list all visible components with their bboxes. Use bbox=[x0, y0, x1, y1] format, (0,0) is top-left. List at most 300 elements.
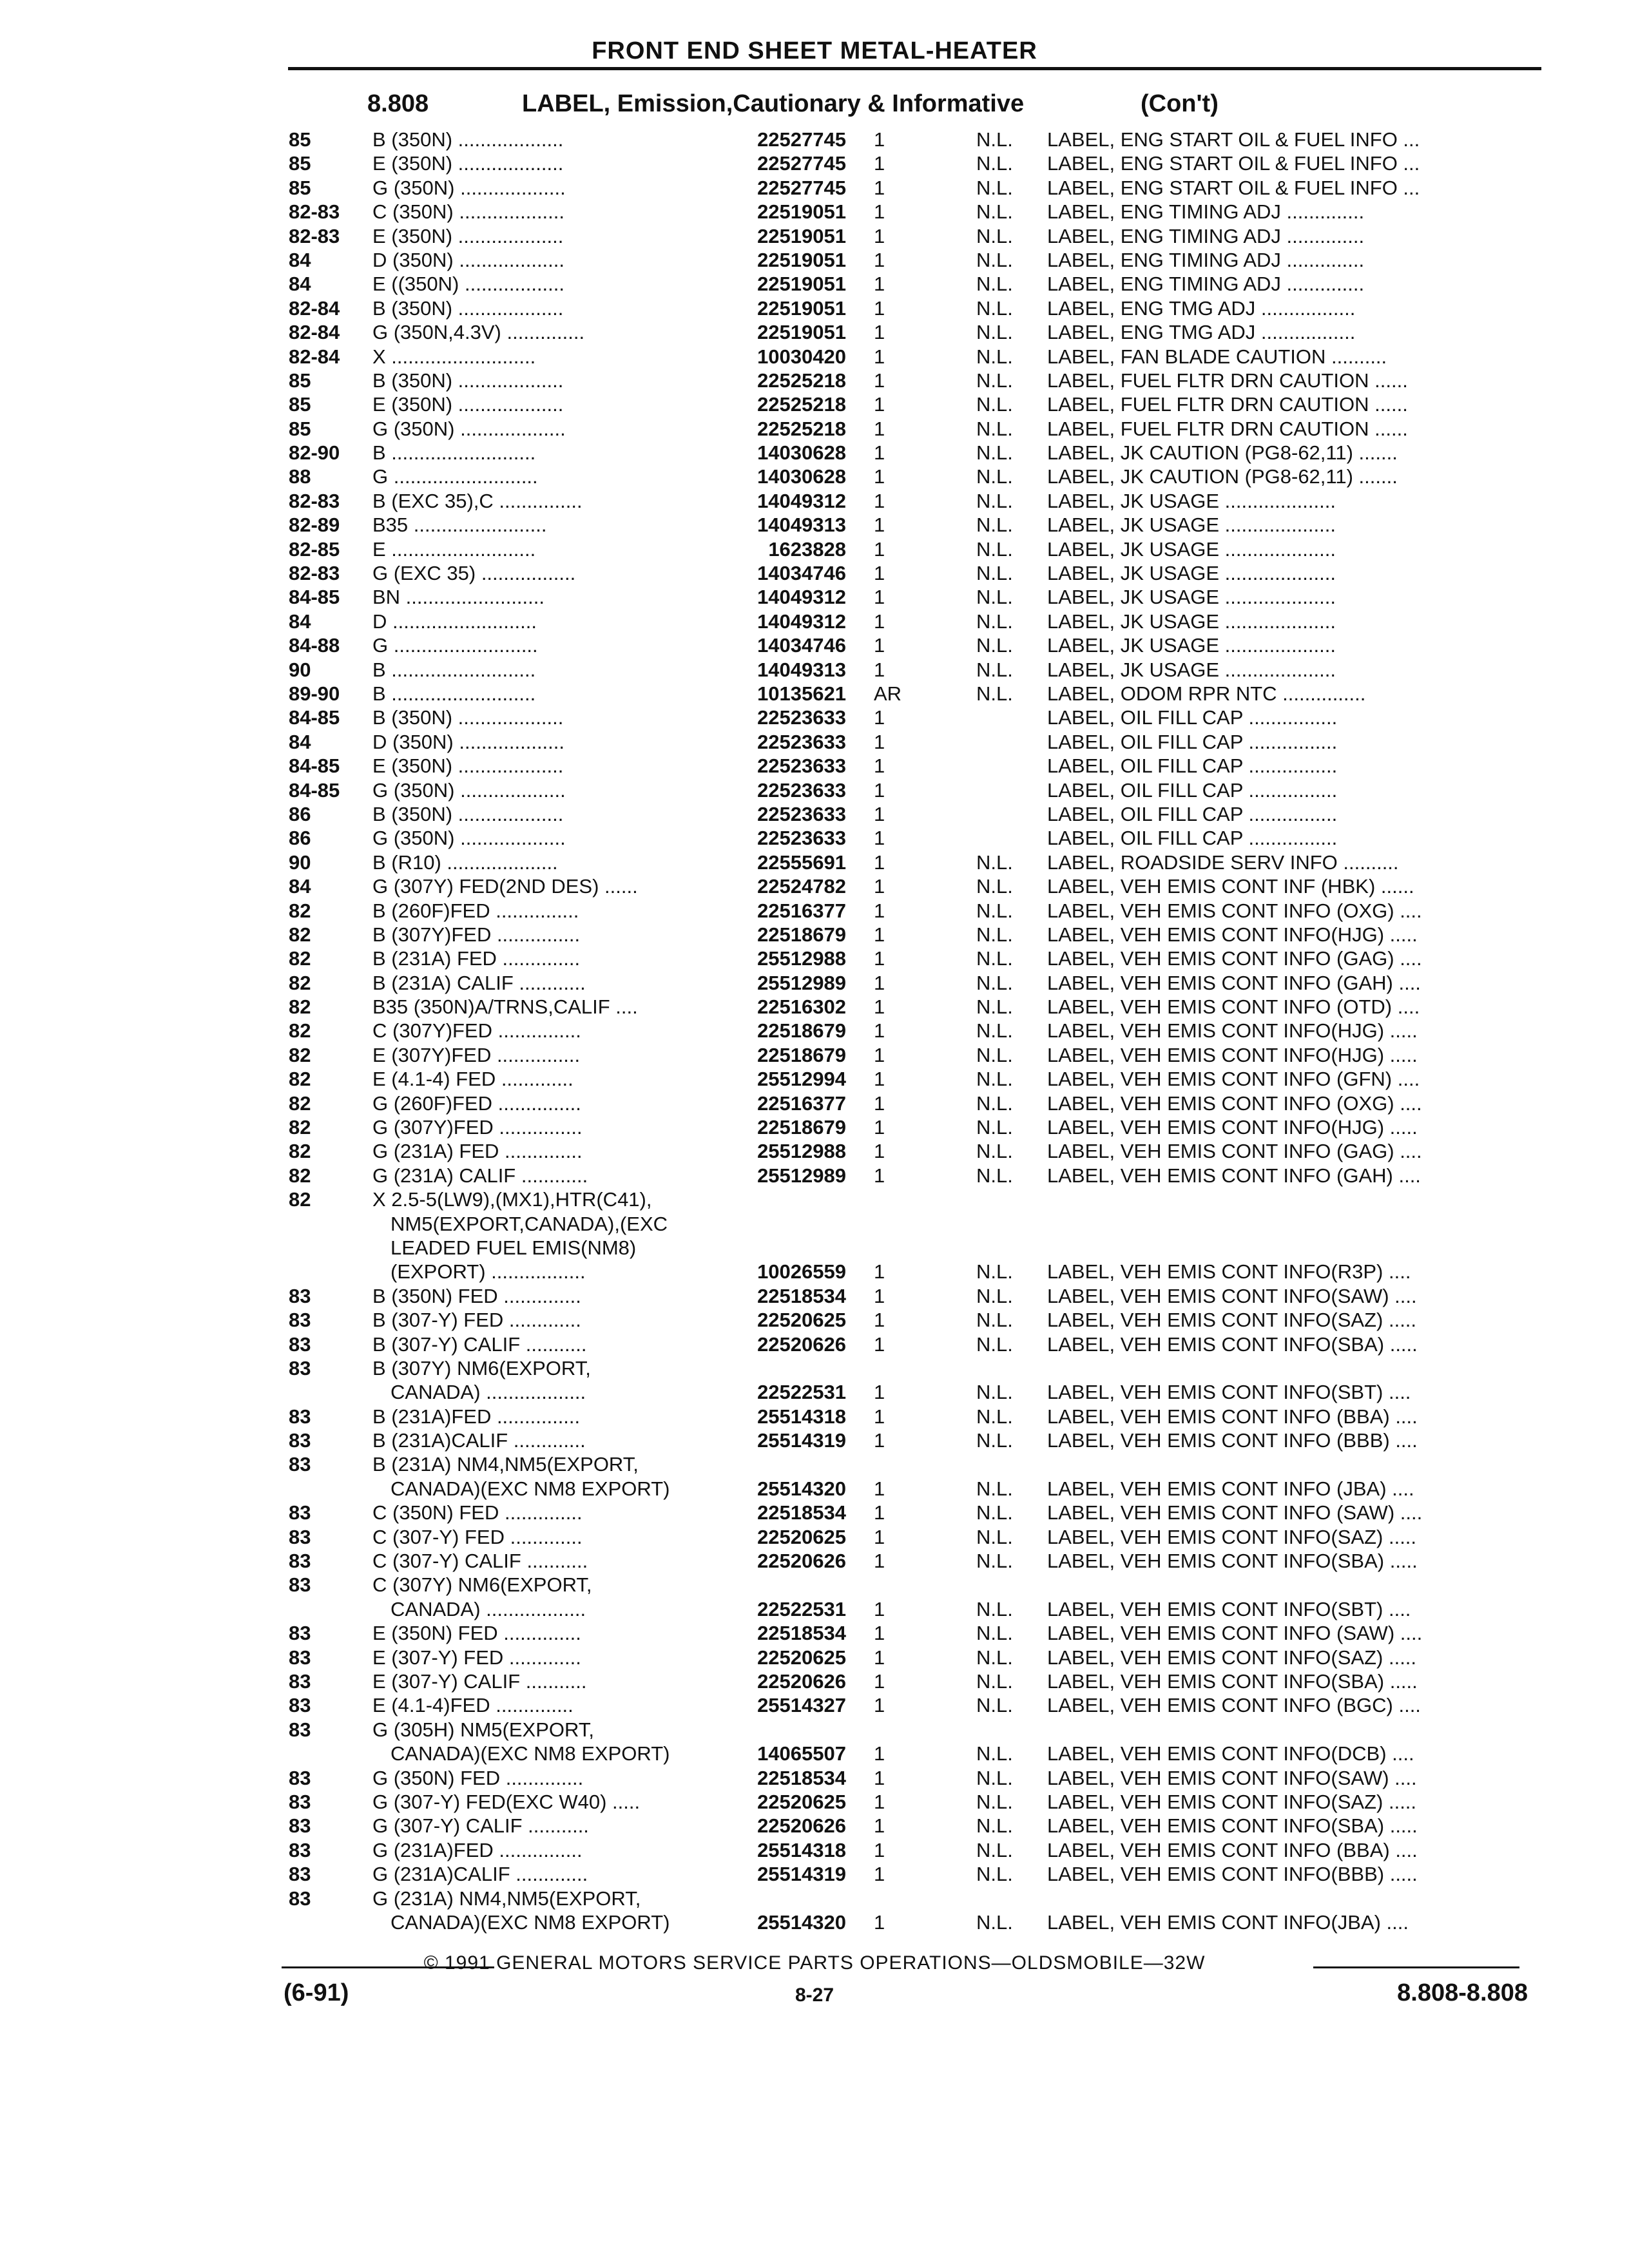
table-row bbox=[0, 1646, 1629, 1669]
nl-cell: N.L. bbox=[976, 610, 1013, 633]
nl-cell: N.L. bbox=[976, 489, 1013, 512]
table-row bbox=[0, 441, 1629, 465]
quantity-cell: 1 bbox=[874, 1646, 885, 1669]
nl-cell: N.L. bbox=[976, 1477, 1013, 1500]
quantity-cell: 1 bbox=[874, 248, 885, 271]
table-row bbox=[0, 1019, 1629, 1043]
quantity-cell: 1 bbox=[874, 1525, 885, 1548]
label-cell: LABEL, VEH EMIS CONT INFO(SAW) .... bbox=[1047, 1766, 1417, 1789]
label-cell: LABEL, VEH EMIS CONT INFO(BBB) ..... bbox=[1047, 1863, 1418, 1886]
description-cell: E (350N) FED .............. bbox=[372, 1622, 581, 1645]
year-cell: 83 bbox=[289, 1694, 311, 1717]
year-cell: 82 bbox=[289, 1188, 311, 1211]
year-cell: 85 bbox=[289, 152, 311, 175]
quantity-cell: 1 bbox=[874, 706, 885, 729]
header-rule bbox=[288, 67, 1541, 70]
table-row bbox=[0, 1693, 1629, 1717]
quantity-cell: 1 bbox=[874, 1164, 885, 1187]
nl-cell: N.L. bbox=[976, 128, 1013, 151]
quantity-cell: 1 bbox=[874, 1622, 885, 1645]
quantity-cell: 1 bbox=[874, 393, 885, 416]
part-number-cell: 22555691 bbox=[757, 850, 846, 874]
label-cell: LABEL, ENG TIMING ADJ .............. bbox=[1047, 273, 1365, 296]
table-row bbox=[0, 1405, 1629, 1428]
quantity-cell: 1 bbox=[874, 1863, 885, 1886]
table-row bbox=[0, 151, 1629, 175]
description-cell: G (305H) NM5(EXPORT, bbox=[372, 1718, 594, 1741]
description-cell: G (231A)CALIF ............. bbox=[372, 1863, 588, 1886]
quantity-cell: 1 bbox=[874, 128, 885, 151]
description-cell: CANADA)(EXC NM8 EXPORT) bbox=[390, 1742, 670, 1765]
part-number-cell: 22520625 bbox=[757, 1790, 846, 1813]
year-cell: 83 bbox=[289, 1863, 311, 1886]
year-cell: 84 bbox=[289, 248, 311, 271]
description-cell: CANADA)(EXC NM8 EXPORT) bbox=[390, 1477, 670, 1500]
part-number-cell: 10135621 bbox=[757, 682, 846, 705]
label-cell: LABEL, ODOM RPR NTC ............... bbox=[1047, 682, 1366, 705]
description-cell: G (231A) FED .............. bbox=[372, 1140, 583, 1163]
table-row bbox=[0, 1910, 1629, 1934]
label-cell: LABEL, ENG START OIL & FUEL INFO ... bbox=[1047, 176, 1420, 199]
description-cell: B35 ........................ bbox=[372, 514, 547, 537]
quantity-cell: 1 bbox=[874, 1309, 885, 1332]
nl-cell: N.L. bbox=[976, 1140, 1013, 1163]
description-cell: G (307Y) FED(2ND DES) ...... bbox=[372, 875, 638, 898]
label-cell: LABEL, ENG START OIL & FUEL INFO ... bbox=[1047, 152, 1420, 175]
year-cell: 82 bbox=[289, 995, 311, 1019]
nl-cell: N.L. bbox=[976, 1284, 1013, 1307]
nl-cell: N.L. bbox=[976, 224, 1013, 247]
table-row bbox=[0, 1838, 1629, 1862]
description-cell: CANADA)(EXC NM8 EXPORT) bbox=[390, 1910, 670, 1934]
quantity-cell: 1 bbox=[874, 634, 885, 657]
description-cell: BN ......................... bbox=[372, 586, 545, 609]
label-cell: LABEL, VEH EMIS CONT INFO (SAW) .... bbox=[1047, 1622, 1423, 1645]
description-cell: C (350N) FED .............. bbox=[372, 1501, 583, 1524]
description-cell: B .......................... bbox=[372, 441, 536, 465]
year-cell: 82 bbox=[289, 1068, 311, 1091]
table-row bbox=[0, 826, 1629, 850]
description-cell: G (350N) ................... bbox=[372, 417, 566, 440]
label-cell: LABEL, FUEL FLTR DRN CAUTION ...... bbox=[1047, 417, 1408, 440]
description-cell: B (307-Y) CALIF ........... bbox=[372, 1332, 587, 1356]
table-row bbox=[0, 1067, 1629, 1091]
table-row bbox=[0, 850, 1629, 874]
quantity-cell: 1 bbox=[874, 1019, 885, 1043]
year-cell: 83 bbox=[289, 1405, 311, 1428]
quantity-cell: 1 bbox=[874, 417, 885, 440]
table-row bbox=[0, 1260, 1629, 1283]
table-row bbox=[0, 874, 1629, 898]
description-cell: G (307Y)FED ............... bbox=[372, 1116, 583, 1139]
description-cell: D (350N) ................... bbox=[372, 730, 565, 753]
label-cell: LABEL, VEH EMIS CONT INFO (GFN) .... bbox=[1047, 1068, 1420, 1091]
description-cell: LEADED FUEL EMIS(NM8) bbox=[390, 1236, 637, 1259]
table-row bbox=[0, 610, 1629, 633]
description-cell: G (350N,4.3V) .............. bbox=[372, 321, 585, 344]
table-row bbox=[0, 392, 1629, 416]
nl-cell: N.L. bbox=[976, 875, 1013, 898]
year-cell: 89-90 bbox=[289, 682, 340, 705]
nl-cell: N.L. bbox=[976, 1501, 1013, 1524]
description-cell: B (350N) ................... bbox=[372, 369, 564, 392]
year-cell: 82 bbox=[289, 923, 311, 946]
year-cell: 82 bbox=[289, 947, 311, 970]
table-row bbox=[0, 561, 1629, 585]
label-cell: LABEL, VEH EMIS CONT INFO(SBT) .... bbox=[1047, 1597, 1411, 1620]
table-row bbox=[0, 947, 1629, 970]
year-cell: 83 bbox=[289, 1646, 311, 1669]
year-cell: 83 bbox=[289, 1670, 311, 1693]
nl-cell: N.L. bbox=[976, 1646, 1013, 1669]
quantity-cell: 1 bbox=[874, 176, 885, 199]
description-cell: NM5(EXPORT,CANADA),(EXC bbox=[390, 1212, 668, 1235]
quantity-cell: 1 bbox=[874, 1140, 885, 1163]
label-cell: LABEL, ENG TIMING ADJ .............. bbox=[1047, 200, 1365, 224]
table-row bbox=[0, 1284, 1629, 1308]
label-cell: LABEL, VEH EMIS CONT INFO(R3P) .... bbox=[1047, 1260, 1411, 1283]
part-number-cell: 22518534 bbox=[757, 1766, 846, 1789]
nl-cell: N.L. bbox=[976, 1260, 1013, 1283]
quantity-cell: 1 bbox=[874, 971, 885, 994]
label-cell: LABEL, JK USAGE .................... bbox=[1047, 562, 1336, 585]
table-row bbox=[0, 706, 1629, 729]
nl-cell: N.L. bbox=[976, 1043, 1013, 1066]
description-cell: G (350N) FED .............. bbox=[372, 1766, 584, 1789]
footer-page-number: 8-27 bbox=[795, 1984, 834, 2006]
description-cell: E (350N) ................... bbox=[372, 224, 564, 247]
quantity-cell: 1 bbox=[874, 947, 885, 970]
label-cell: LABEL, VEH EMIS CONT INFO(HJG) ..... bbox=[1047, 1043, 1418, 1066]
part-number-cell: 22527745 bbox=[757, 152, 846, 175]
part-number-cell: 14049312 bbox=[757, 610, 846, 633]
table-row bbox=[0, 1742, 1629, 1765]
table-row bbox=[0, 995, 1629, 1019]
nl-cell: N.L. bbox=[976, 152, 1013, 175]
table-row bbox=[0, 272, 1629, 296]
year-cell: 82-84 bbox=[289, 321, 340, 344]
quantity-cell: 1 bbox=[874, 514, 885, 537]
label-cell: LABEL, VEH EMIS CONT INFO(SAZ) ..... bbox=[1047, 1790, 1417, 1813]
part-number-cell: 22516302 bbox=[757, 995, 846, 1019]
nl-cell: N.L. bbox=[976, 1405, 1013, 1428]
part-number-cell: 10030420 bbox=[757, 345, 846, 368]
table-row bbox=[0, 1452, 1629, 1476]
part-number-cell: 14049313 bbox=[757, 514, 846, 537]
table-row bbox=[0, 1043, 1629, 1067]
quantity-cell: 1 bbox=[874, 610, 885, 633]
nl-cell: N.L. bbox=[976, 1790, 1013, 1813]
table-row bbox=[0, 345, 1629, 369]
nl-cell: N.L. bbox=[976, 176, 1013, 199]
quantity-cell: 1 bbox=[874, 1790, 885, 1813]
label-cell: LABEL, VEH EMIS CONT INFO (GAG) .... bbox=[1047, 1140, 1422, 1163]
table-row bbox=[0, 1212, 1629, 1236]
description-cell: G (231A) CALIF ............ bbox=[372, 1164, 588, 1187]
quantity-cell: 1 bbox=[874, 1501, 885, 1524]
quantity-cell: 1 bbox=[874, 1043, 885, 1066]
quantity-cell: 1 bbox=[874, 1381, 885, 1404]
year-cell: 82-90 bbox=[289, 441, 340, 465]
part-number-cell: 22523633 bbox=[757, 802, 846, 825]
year-cell: 84-85 bbox=[289, 778, 340, 802]
label-cell: LABEL, VEH EMIS CONT INFO(SBT) .... bbox=[1047, 1381, 1411, 1404]
part-number-cell: 22527745 bbox=[757, 176, 846, 199]
nl-cell: N.L. bbox=[976, 1091, 1013, 1115]
label-cell: LABEL, JK CAUTION (PG8-62,11) ....... bbox=[1047, 441, 1398, 465]
year-cell: 83 bbox=[289, 1887, 311, 1910]
table-row bbox=[0, 1308, 1629, 1332]
description-cell: G (260F)FED ............... bbox=[372, 1091, 581, 1115]
description-cell: C (307Y)FED ............... bbox=[372, 1019, 581, 1043]
year-cell: 83 bbox=[289, 1718, 311, 1741]
description-cell: G (307-Y) FED(EXC W40) ..... bbox=[372, 1790, 641, 1813]
description-cell: B .......................... bbox=[372, 682, 536, 705]
nl-cell: N.L. bbox=[976, 514, 1013, 537]
year-cell: 84-85 bbox=[289, 706, 340, 729]
nl-cell: N.L. bbox=[976, 947, 1013, 970]
quantity-cell: 1 bbox=[874, 273, 885, 296]
part-number-cell: 22523633 bbox=[757, 754, 846, 778]
part-number-cell: 22520625 bbox=[757, 1525, 846, 1548]
nl-cell: N.L. bbox=[976, 923, 1013, 946]
table-row bbox=[0, 369, 1629, 392]
label-cell: LABEL, VEH EMIS CONT INFO (BGC) .... bbox=[1047, 1694, 1421, 1717]
label-cell: LABEL, JK USAGE .................... bbox=[1047, 514, 1336, 537]
description-cell: G (307-Y) CALIF ........... bbox=[372, 1814, 589, 1838]
nl-cell: N.L. bbox=[976, 1429, 1013, 1452]
description-cell: C (307Y) NM6(EXPORT, bbox=[372, 1573, 592, 1597]
part-number-cell: 1623828 bbox=[768, 537, 846, 561]
description-cell: E ((350N) .................. bbox=[372, 273, 565, 296]
part-number-cell: 22516377 bbox=[757, 899, 846, 922]
year-cell: 82 bbox=[289, 1043, 311, 1066]
table-row bbox=[0, 682, 1629, 706]
year-cell: 84 bbox=[289, 875, 311, 898]
quantity-cell: 1 bbox=[874, 1694, 885, 1717]
description-cell: B (231A)FED ............... bbox=[372, 1405, 581, 1428]
part-number-cell: 14065507 bbox=[757, 1742, 846, 1765]
quantity-cell: AR bbox=[874, 682, 902, 705]
description-cell: B (260F)FED ............... bbox=[372, 899, 579, 922]
part-number-cell: 22525218 bbox=[757, 417, 846, 440]
table-row bbox=[0, 537, 1629, 561]
part-number-cell: 22518679 bbox=[757, 1043, 846, 1066]
footer-copyright: © 1991 GENERAL MOTORS SERVICE PARTS OPERATIONS—OLDSMOBILE—32W bbox=[423, 1952, 1206, 1974]
label-cell: LABEL, VEH EMIS CONT INFO(SAZ) ..... bbox=[1047, 1525, 1417, 1548]
year-cell: 82 bbox=[289, 1091, 311, 1115]
table-row bbox=[0, 128, 1629, 151]
table-row bbox=[0, 1621, 1629, 1645]
quantity-cell: 1 bbox=[874, 321, 885, 344]
description-cell: E .......................... bbox=[372, 537, 536, 561]
quantity-cell: 1 bbox=[874, 1068, 885, 1091]
quantity-cell: 1 bbox=[874, 850, 885, 874]
description-cell: E (350N) ................... bbox=[372, 393, 564, 416]
quantity-cell: 1 bbox=[874, 1429, 885, 1452]
year-cell: 82-83 bbox=[289, 562, 340, 585]
description-cell: B (350N) ................... bbox=[372, 802, 564, 825]
label-cell: LABEL, VEH EMIS CONT INFO (BBA) .... bbox=[1047, 1405, 1418, 1428]
table-row bbox=[0, 1790, 1629, 1814]
label-cell: LABEL, FAN BLADE CAUTION .......... bbox=[1047, 345, 1387, 368]
description-cell: E (350N) ................... bbox=[372, 754, 564, 778]
label-cell: LABEL, VEH EMIS CONT INFO (GAH) .... bbox=[1047, 971, 1421, 994]
table-row bbox=[0, 778, 1629, 802]
label-cell: LABEL, VEH EMIS CONT INFO(SBA) ..... bbox=[1047, 1814, 1418, 1838]
quantity-cell: 1 bbox=[874, 730, 885, 753]
label-cell: LABEL, VEH EMIS CONT INFO (OXG) .... bbox=[1047, 1091, 1422, 1115]
label-cell: LABEL, VEH EMIS CONT INFO (OXG) .... bbox=[1047, 899, 1422, 922]
part-number-cell: 22519051 bbox=[757, 200, 846, 224]
label-cell: LABEL, OIL FILL CAP ................ bbox=[1047, 754, 1338, 778]
description-cell: B (350N) ................... bbox=[372, 706, 564, 729]
nl-cell: N.L. bbox=[976, 1597, 1013, 1620]
description-cell: CANADA) .................. bbox=[390, 1381, 586, 1404]
table-row bbox=[0, 489, 1629, 513]
table-row bbox=[0, 899, 1629, 923]
quantity-cell: 1 bbox=[874, 802, 885, 825]
nl-cell: N.L. bbox=[976, 971, 1013, 994]
table-row bbox=[0, 1669, 1629, 1693]
description-cell: C (307-Y) CALIF ........... bbox=[372, 1550, 588, 1573]
table-row bbox=[0, 585, 1629, 609]
part-number-cell: 22518679 bbox=[757, 923, 846, 946]
year-cell: 83 bbox=[289, 1766, 311, 1789]
description-cell: CANADA) .................. bbox=[390, 1597, 586, 1620]
label-cell: LABEL, VEH EMIS CONT INFO (BBA) .... bbox=[1047, 1838, 1418, 1861]
year-cell: 82-89 bbox=[289, 514, 340, 537]
description-cell: B (307Y) NM6(EXPORT, bbox=[372, 1356, 591, 1379]
part-number-cell: 25514327 bbox=[757, 1694, 846, 1717]
nl-cell: N.L. bbox=[976, 296, 1013, 320]
label-cell: LABEL, ENG TMG ADJ ................. bbox=[1047, 321, 1356, 344]
quantity-cell: 1 bbox=[874, 1116, 885, 1139]
label-cell: LABEL, ENG TIMING ADJ .............. bbox=[1047, 224, 1365, 247]
year-cell: 84-85 bbox=[289, 586, 340, 609]
part-number-cell: 22525218 bbox=[757, 393, 846, 416]
quantity-cell: 1 bbox=[874, 1284, 885, 1307]
year-cell: 83 bbox=[289, 1622, 311, 1645]
quantity-cell: 1 bbox=[874, 1766, 885, 1789]
label-cell: LABEL, OIL FILL CAP ................ bbox=[1047, 730, 1338, 753]
quantity-cell: 1 bbox=[874, 1332, 885, 1356]
label-cell: LABEL, ENG TIMING ADJ .............. bbox=[1047, 248, 1365, 271]
nl-cell: N.L. bbox=[976, 441, 1013, 465]
year-cell: 83 bbox=[289, 1525, 311, 1548]
year-cell: 83 bbox=[289, 1453, 311, 1476]
nl-cell: N.L. bbox=[976, 658, 1013, 681]
table-row bbox=[0, 971, 1629, 995]
part-number-cell: 14030628 bbox=[757, 441, 846, 465]
table-row bbox=[0, 1501, 1629, 1524]
part-number-cell: 10026559 bbox=[757, 1260, 846, 1283]
section-description: LABEL, Emission,Cautionary & Informative bbox=[522, 90, 1025, 117]
nl-cell: N.L. bbox=[976, 1309, 1013, 1332]
quantity-cell: 1 bbox=[874, 224, 885, 247]
nl-cell: N.L. bbox=[976, 537, 1013, 561]
part-number-cell: 25512988 bbox=[757, 1140, 846, 1163]
label-cell: LABEL, VEH EMIS CONT INFO(SAW) .... bbox=[1047, 1284, 1417, 1307]
year-cell: 82-83 bbox=[289, 200, 340, 224]
year-cell: 82-84 bbox=[289, 345, 340, 368]
quantity-cell: 1 bbox=[874, 754, 885, 778]
quantity-cell: 1 bbox=[874, 586, 885, 609]
quantity-cell: 1 bbox=[874, 1838, 885, 1861]
label-cell: LABEL, VEH EMIS CONT INFO(HJG) ..... bbox=[1047, 923, 1418, 946]
description-cell: G .......................... bbox=[372, 634, 538, 657]
label-cell: LABEL, VEH EMIS CONT INFO(SBA) ..... bbox=[1047, 1550, 1418, 1573]
nl-cell: N.L. bbox=[976, 200, 1013, 224]
table-row bbox=[0, 320, 1629, 344]
table-row bbox=[0, 1380, 1629, 1404]
table-row bbox=[0, 224, 1629, 248]
quantity-cell: 1 bbox=[874, 875, 885, 898]
part-number-cell: 25514320 bbox=[757, 1910, 846, 1934]
table-row bbox=[0, 200, 1629, 224]
label-cell: LABEL, ENG TMG ADJ ................. bbox=[1047, 296, 1356, 320]
quantity-cell: 1 bbox=[874, 152, 885, 175]
part-number-cell: 25514320 bbox=[757, 1477, 846, 1500]
quantity-cell: 1 bbox=[874, 562, 885, 585]
nl-cell: N.L. bbox=[976, 369, 1013, 392]
table-row bbox=[0, 465, 1629, 488]
nl-cell: N.L. bbox=[976, 417, 1013, 440]
year-cell: 85 bbox=[289, 176, 311, 199]
table-row bbox=[0, 417, 1629, 441]
table-row bbox=[0, 1549, 1629, 1573]
description-cell: G (350N) ................... bbox=[372, 827, 566, 850]
table-row bbox=[0, 176, 1629, 200]
label-cell: LABEL, FUEL FLTR DRN CAUTION ...... bbox=[1047, 369, 1408, 392]
year-cell: 88 bbox=[289, 465, 311, 488]
part-number-cell: 22518679 bbox=[757, 1116, 846, 1139]
year-cell: 90 bbox=[289, 850, 311, 874]
section-number: 8.808 bbox=[367, 90, 429, 117]
quantity-cell: 1 bbox=[874, 827, 885, 850]
part-number-cell: 22523633 bbox=[757, 778, 846, 802]
nl-cell: N.L. bbox=[976, 1670, 1013, 1693]
table-row bbox=[0, 1573, 1629, 1597]
nl-cell: N.L. bbox=[976, 586, 1013, 609]
table-row bbox=[0, 730, 1629, 754]
year-cell: 82 bbox=[289, 1140, 311, 1163]
nl-cell: N.L. bbox=[976, 850, 1013, 874]
nl-cell: N.L. bbox=[976, 1332, 1013, 1356]
label-cell: LABEL, VEH EMIS CONT INFO(SAZ) ..... bbox=[1047, 1646, 1417, 1669]
nl-cell: N.L. bbox=[976, 345, 1013, 368]
label-cell: LABEL, VEH EMIS CONT INFO (BBB) .... bbox=[1047, 1429, 1418, 1452]
part-number-cell: 14049313 bbox=[757, 658, 846, 681]
description-cell: B (350N) FED .............. bbox=[372, 1284, 581, 1307]
description-cell: E (307-Y) CALIF ........... bbox=[372, 1670, 587, 1693]
label-cell: LABEL, VEH EMIS CONT INFO(HJG) ..... bbox=[1047, 1116, 1418, 1139]
year-cell: 85 bbox=[289, 417, 311, 440]
table-row bbox=[0, 296, 1629, 320]
table-row bbox=[0, 754, 1629, 778]
footer-rule-right bbox=[1313, 1966, 1519, 1968]
table-row bbox=[0, 1236, 1629, 1260]
part-number-cell: 22525218 bbox=[757, 369, 846, 392]
label-cell: LABEL, VEH EMIS CONT INFO (GAH) .... bbox=[1047, 1164, 1421, 1187]
year-cell: 90 bbox=[289, 658, 311, 681]
label-cell: LABEL, JK CAUTION (PG8-62,11) ....... bbox=[1047, 465, 1398, 488]
quantity-cell: 1 bbox=[874, 1550, 885, 1573]
description-cell: G (231A) NM4,NM5(EXPORT, bbox=[372, 1887, 641, 1910]
table-row bbox=[0, 248, 1629, 272]
part-number-cell: 22523633 bbox=[757, 827, 846, 850]
year-cell: 82-84 bbox=[289, 296, 340, 320]
